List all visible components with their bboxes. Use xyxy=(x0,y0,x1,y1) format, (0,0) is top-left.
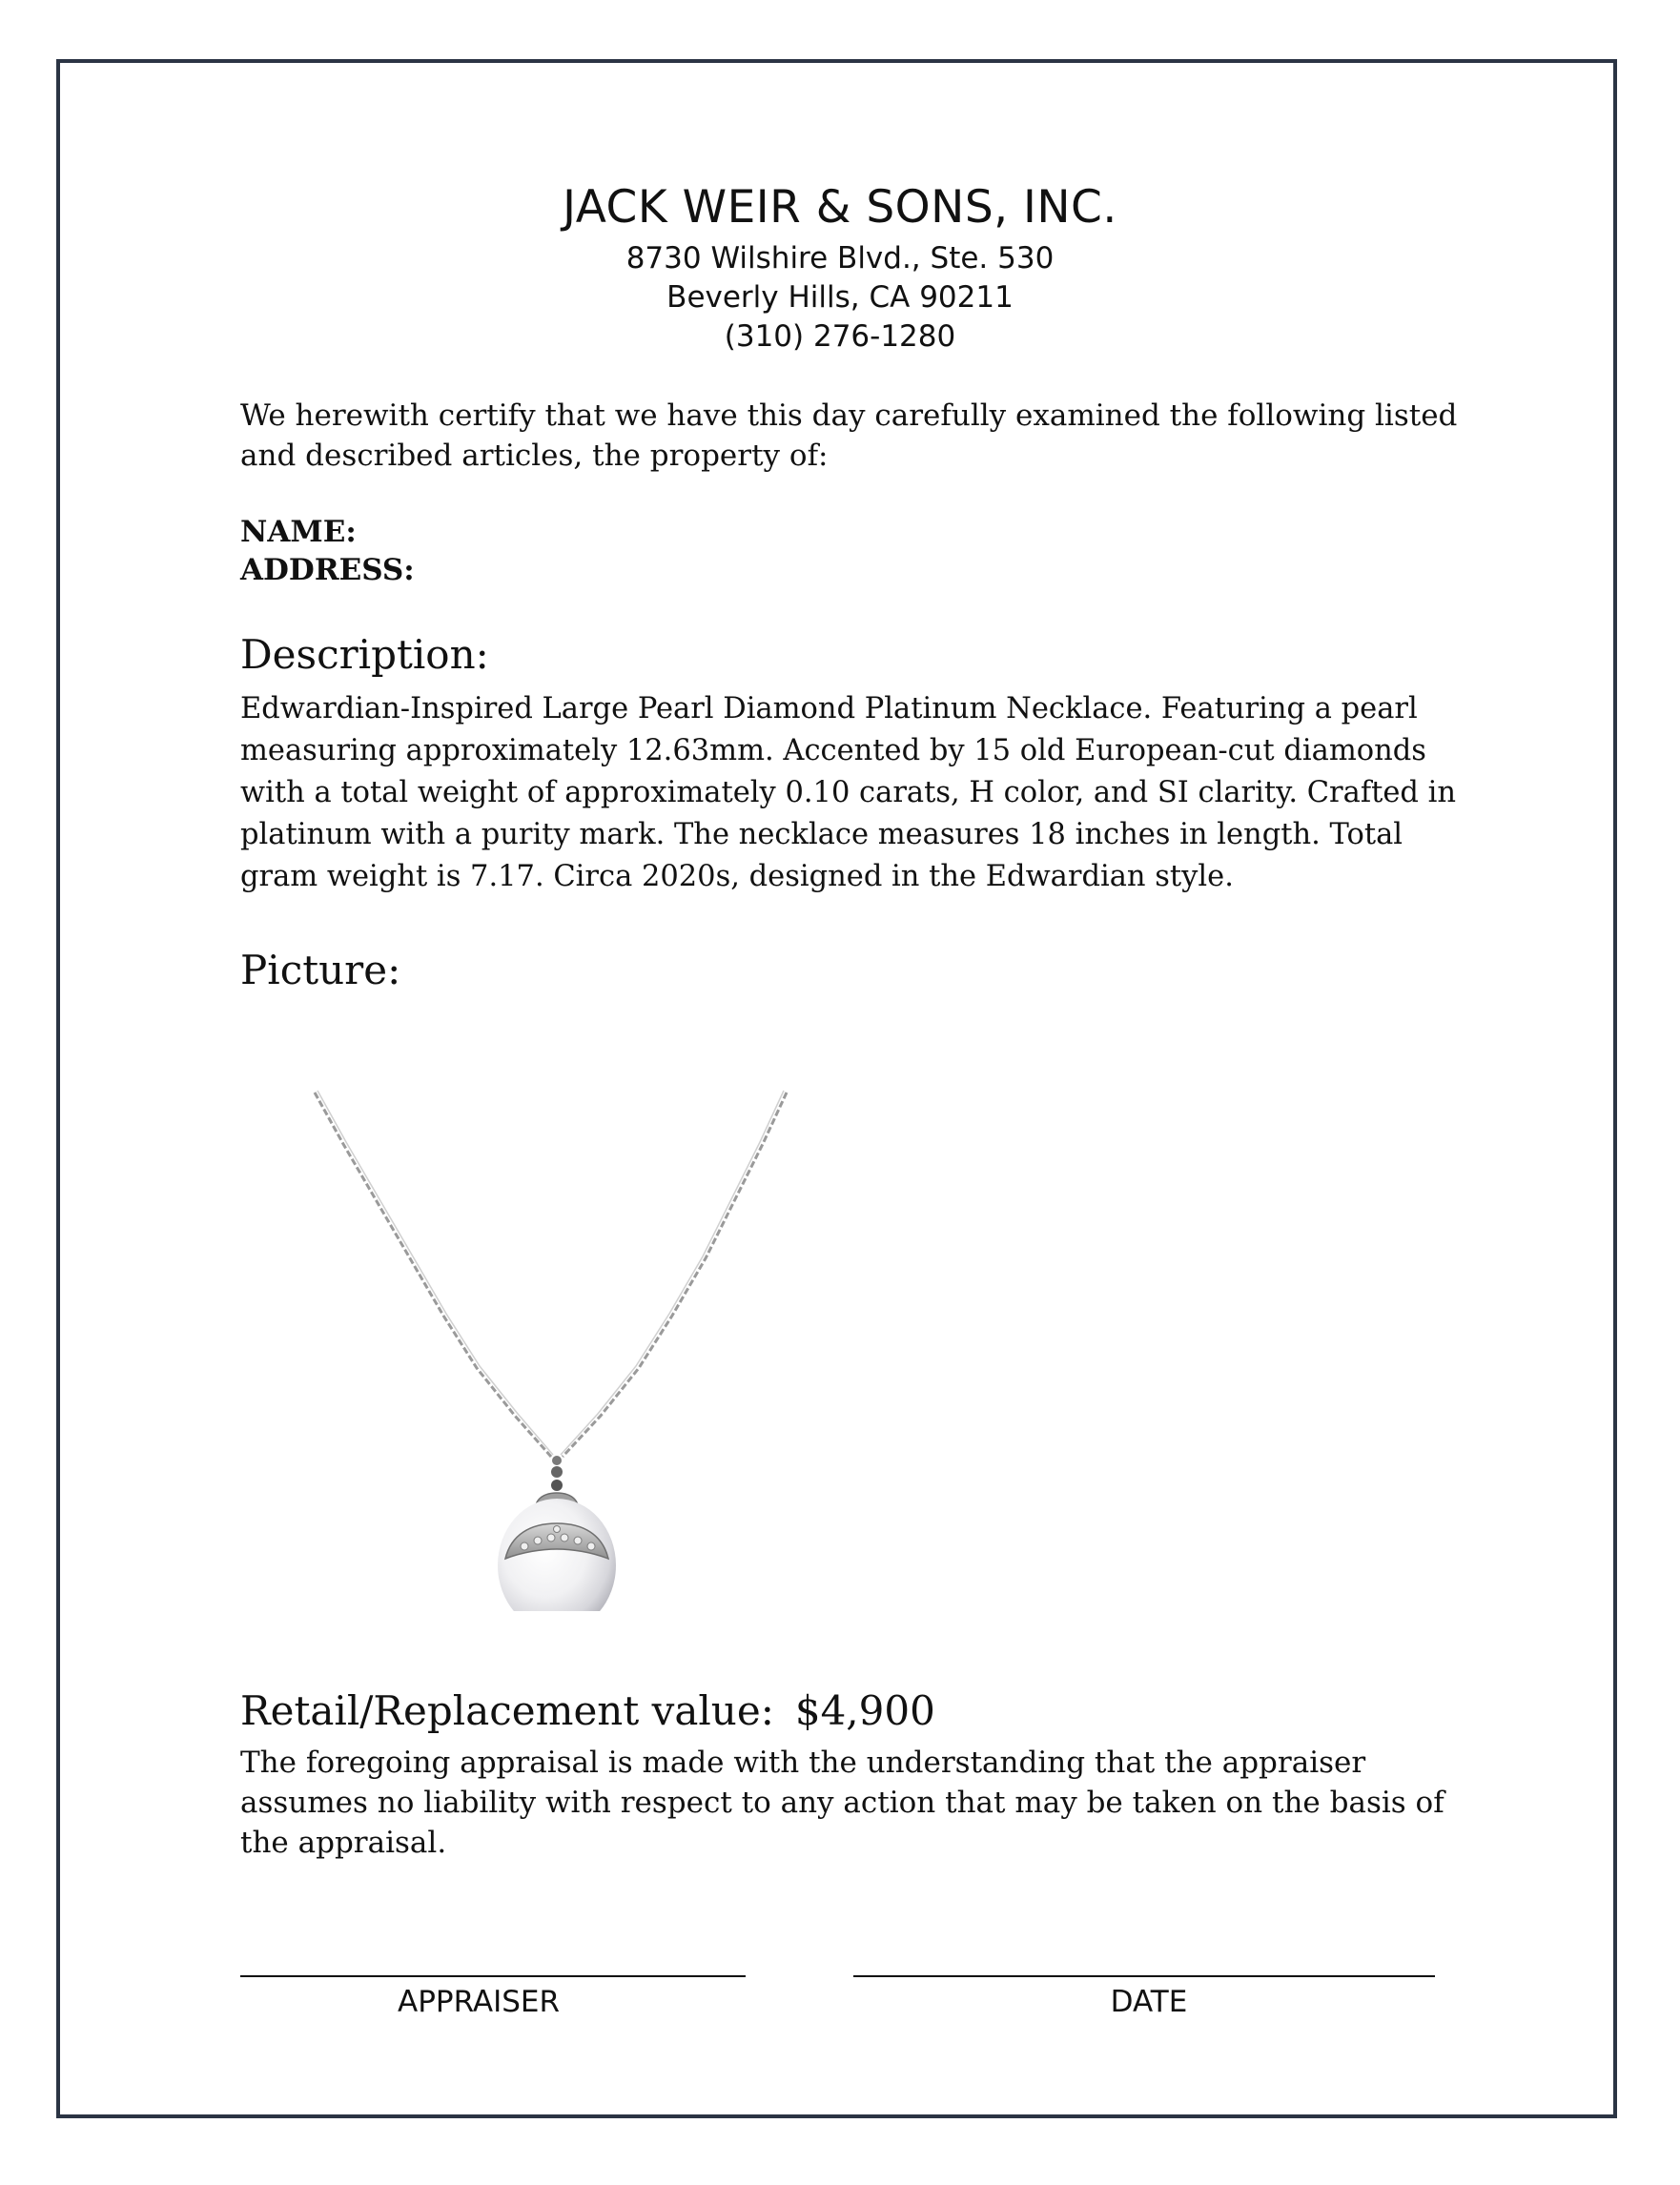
appraiser-signature-line xyxy=(240,1975,746,1977)
company-phone: (310) 276-1280 xyxy=(724,319,956,354)
company-address-line2: Beverly Hills, CA 90211 xyxy=(666,280,1014,315)
date-label: DATE xyxy=(1110,1985,1188,2019)
appraiser-label: APPRAISER xyxy=(397,1985,561,2019)
company-name: JACK WEIR & SONS, INC. xyxy=(563,181,1117,234)
company-address-line1: 8730 Wilshire Blvd., Ste. 530 xyxy=(625,241,1055,276)
picture-heading: Picture: xyxy=(240,947,401,993)
address-label: ADDRESS: xyxy=(240,553,415,587)
description-text: Edwardian-Inspired Large Pearl Diamond Platinum Necklace. Featuring a pearl measuring approximately 12.63mm. Accented by 15 old European-cut diamonds with a total weight of approximately 0.10 carats, H color, and SI clarity. Crafted in platinum with a purity mark. The necklace measures 18 inches in length. Total gram weight is 7.17. Circa 2020s, designed in the Edwardian style. xyxy=(240,692,1457,893)
appraisal-disclaimer: The foregoing appraisal is made with the understanding that the appraiser assumes no liability with respect to any action that may be taken on the basis of the appraisal. xyxy=(240,1746,1444,1860)
pearl-necklace-photo xyxy=(286,1077,820,1611)
certification-statement: We herewith certify that we have this day carefully examined the following listed and described articles, the property of: xyxy=(240,398,1458,473)
retail-value-amount: $4,900 xyxy=(794,1687,935,1734)
date-signature-line xyxy=(853,1975,1435,1977)
description-heading: Description: xyxy=(240,631,489,678)
name-label: NAME: xyxy=(240,515,357,549)
retail-value-line xyxy=(240,1687,1461,1734)
retail-value-label: Retail/Replacement value: xyxy=(240,1687,774,1734)
